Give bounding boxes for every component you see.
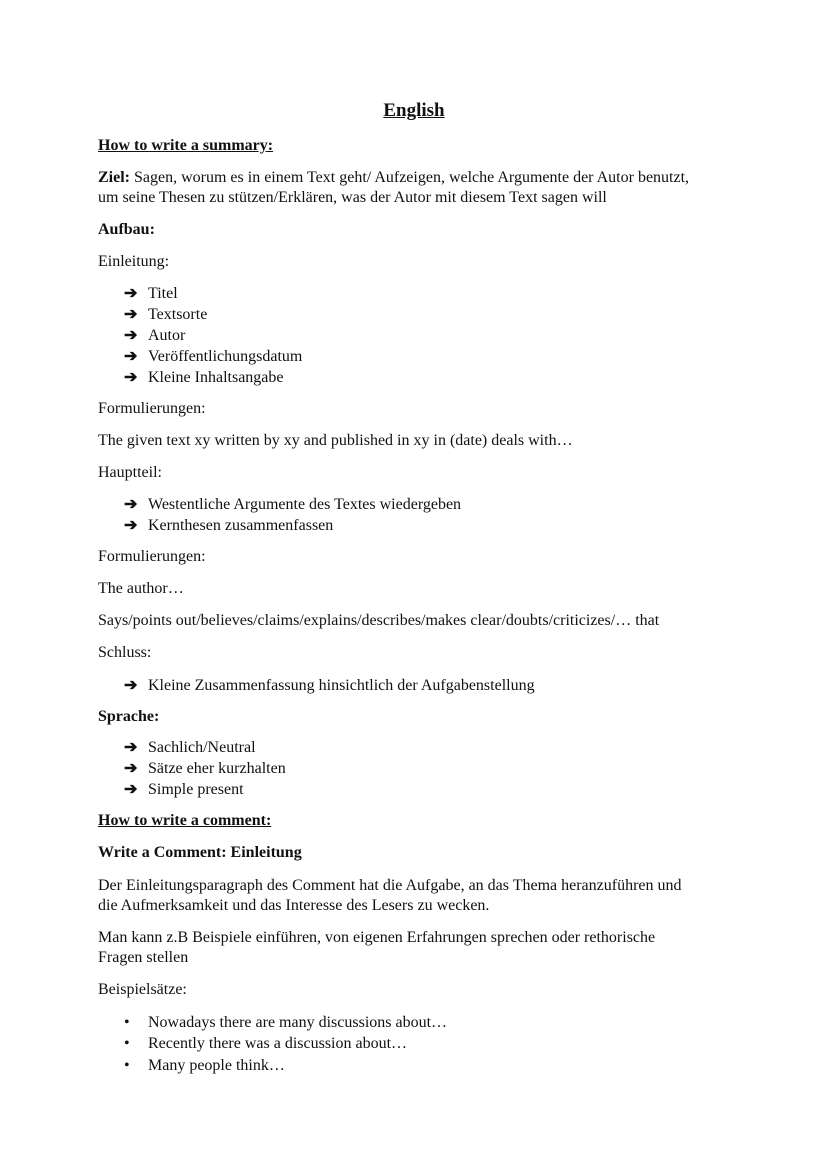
list-item: ➔ Sachlich/Neutral <box>124 739 256 756</box>
list-item: • Nowadays there are many discussions about… <box>124 1014 448 1031</box>
summary-heading: How to write a summary: <box>98 137 274 154</box>
formulierungen-label-2: Formulierungen: <box>98 548 206 565</box>
right-arrow-icon: ➔ <box>124 760 138 777</box>
right-arrow-icon: ➔ <box>124 496 138 513</box>
list-item: ➔ Titel <box>124 285 178 302</box>
formulierungen-label-1: Formulierungen: <box>98 400 206 417</box>
schluss-label: Schluss: <box>98 644 152 661</box>
list-item: • Recently there was a discussion about… <box>124 1035 408 1052</box>
right-arrow-icon: ➔ <box>124 327 138 344</box>
right-arrow-icon: ➔ <box>124 348 138 365</box>
ziel-line-2: um seine Thesen zu stützen/Erklären, was der Autor mit diesem Text sagen will <box>98 189 607 206</box>
bullet-icon: • <box>124 1057 130 1074</box>
hauptteil-label: Hauptteil: <box>98 464 162 481</box>
bullet-icon: • <box>124 1014 130 1031</box>
sprache-heading: Sprache: <box>98 708 160 725</box>
list-item: ➔ Kleine Inhaltsangabe <box>124 369 284 386</box>
list-item: ➔ Textsorte <box>124 306 208 323</box>
ziel-text-1: Sagen, worum es in einem Text geht/ Aufzeigen, welche Argumente der Autor benutzt, <box>130 169 690 186</box>
einleitung-label: Einleitung: <box>98 253 170 270</box>
comment-subheading: Write a Comment: Einleitung <box>98 844 302 861</box>
beispiel-label: Beispielsätze: <box>98 981 187 998</box>
list-item: ➔ Westentliche Argumente des Textes wiedergeben <box>124 496 462 513</box>
para2-line-2: Fragen stellen <box>98 949 189 966</box>
list-item: • Many people think… <box>124 1057 285 1074</box>
page-title: English <box>383 100 445 121</box>
right-arrow-icon: ➔ <box>124 306 138 323</box>
right-arrow-icon: ➔ <box>124 369 138 386</box>
right-arrow-icon: ➔ <box>124 739 138 756</box>
list-item: ➔ Autor <box>124 327 186 344</box>
comment-heading: How to write a comment: <box>98 812 272 829</box>
right-arrow-icon: ➔ <box>124 285 138 302</box>
aufbau-heading: Aufbau: <box>98 221 155 238</box>
right-arrow-icon: ➔ <box>124 677 138 694</box>
right-arrow-icon: ➔ <box>124 781 138 798</box>
list-item: ➔ Simple present <box>124 781 244 798</box>
says-line: Says/points out/believes/claims/explains/describes/makes clear/doubts/criticizes/… that <box>98 612 660 629</box>
list-item: ➔ Veröffentlichungsdatum <box>124 348 303 365</box>
ziel-line-1 <box>98 168 689 188</box>
ziel-label: Ziel: <box>98 169 130 186</box>
right-arrow-icon: ➔ <box>124 517 138 534</box>
bullet-icon: • <box>124 1035 130 1052</box>
list-item: ➔ Kernthesen zusammenfassen <box>124 517 334 534</box>
para2-line-1: Man kann z.B Beispiele einführen, von eigenen Erfahrungen sprechen oder rethorische <box>98 929 656 946</box>
list-item: ➔ Sätze eher kurzhalten <box>124 760 286 777</box>
author-line: The author… <box>98 580 184 597</box>
para1-line-2: die Aufmerksamkeit und das Interesse des Lesers zu wecken. <box>98 897 490 914</box>
list-item: ➔ Kleine Zusammenfassung hinsichtlich der Aufgabenstellung <box>124 677 535 694</box>
formulierung-text-1: The given text xy written by xy and published in xy in (date) deals with… <box>98 432 573 449</box>
para1-line-1: Der Einleitungsparagraph des Comment hat die Aufgabe, an das Thema heranzuführen und <box>98 877 682 894</box>
